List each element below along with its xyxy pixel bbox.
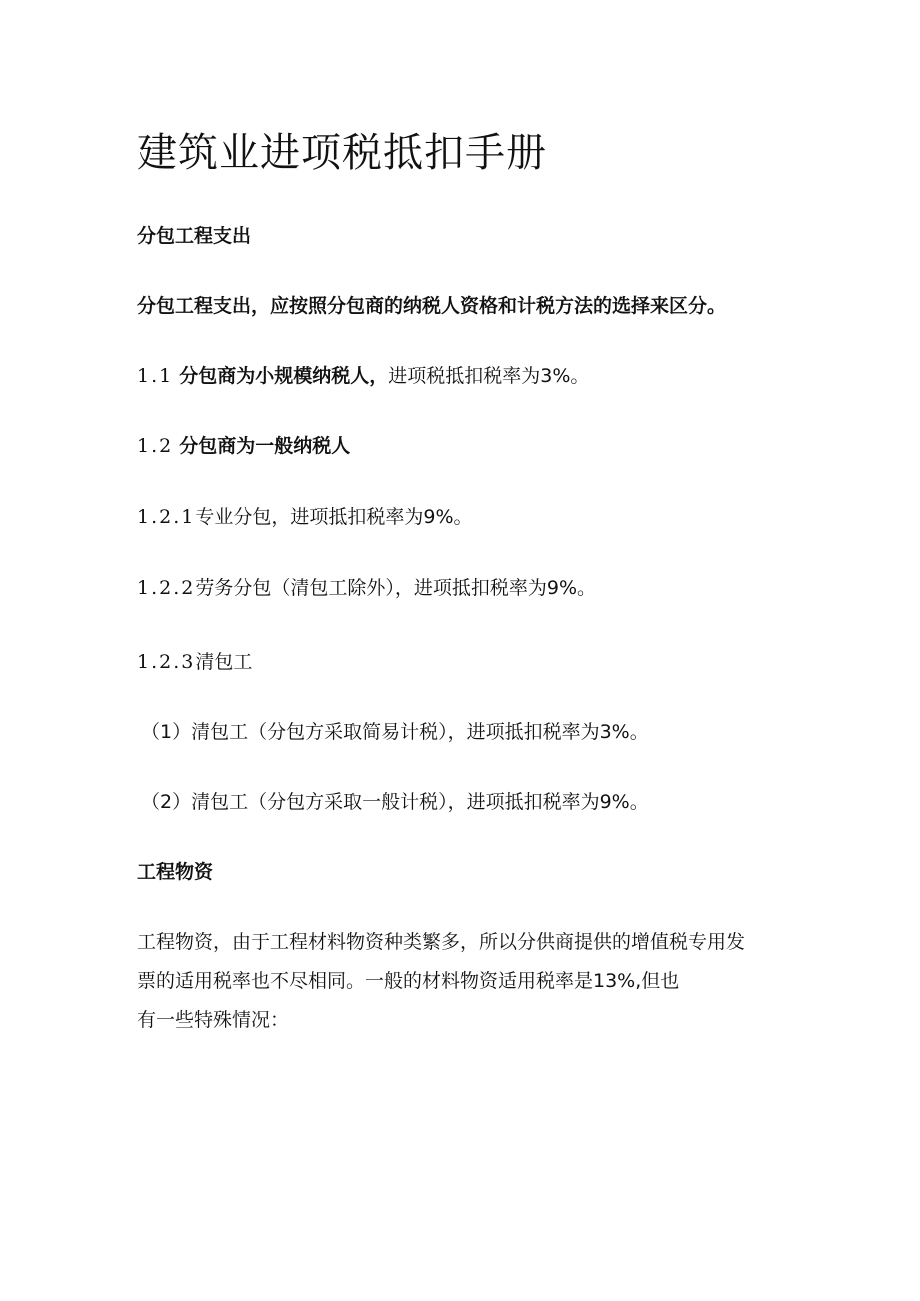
- section-heading-subcontract: 分包工程支出: [137, 225, 252, 247]
- document-title: 建筑业进项税抵扣手册: [137, 130, 547, 176]
- item-1-2-3-number: 1.2.3: [137, 651, 196, 673]
- section-intro-subcontract: 分包工程支出，应按照分包商的纳税人资格和计税方法的选择来区分。: [137, 295, 727, 317]
- materials-paragraph-line: 有一些特殊情况：: [137, 1009, 290, 1031]
- item-1-2-2: [137, 574, 596, 602]
- item-1-2-2-text: 劳务分包（清包工除外），进项抵扣税率为9%。: [195, 577, 597, 599]
- item-1-2-number: 1.2: [137, 435, 174, 457]
- item-1-2-bold-text: 分包商为一般纳税人: [179, 435, 351, 457]
- item-1-2-1: [137, 503, 473, 531]
- materials-paragraph-line: 工程物资，由于工程材料物资种类繁多，所以分供商提供的增值税专用发: [137, 931, 746, 953]
- item-1-2-3-text: 清包工: [195, 651, 253, 673]
- item-1-1-text: 进项税抵扣税率为3%。: [388, 365, 590, 387]
- materials-paragraph-line: 票的适用税率也不尽相同。一般的材料物资适用税率是13%,但也: [137, 970, 680, 992]
- item-1-2: [137, 432, 350, 460]
- item-1-2-1-number: 1.2.1: [137, 506, 196, 528]
- sub-item-1: （1）清包工（分包方采取简易计税），进项抵扣税率为3%。: [141, 721, 649, 743]
- section-heading-materials: 工程物资: [137, 861, 214, 883]
- item-1-1-bold-text: 分包商为小规模纳税人，: [179, 365, 389, 387]
- item-1-1: [137, 362, 589, 390]
- item-1-1-number: 1.1: [137, 365, 174, 387]
- item-1-2-3: [137, 648, 252, 676]
- materials-paragraph: [137, 928, 797, 1034]
- item-1-2-1-text: 专业分包，进项抵扣税率为9%。: [195, 506, 473, 528]
- sub-item-2: （2）清包工（分包方采取一般计税），进项抵扣税率为9%。: [141, 791, 649, 813]
- item-1-2-2-number: 1.2.2: [137, 577, 196, 599]
